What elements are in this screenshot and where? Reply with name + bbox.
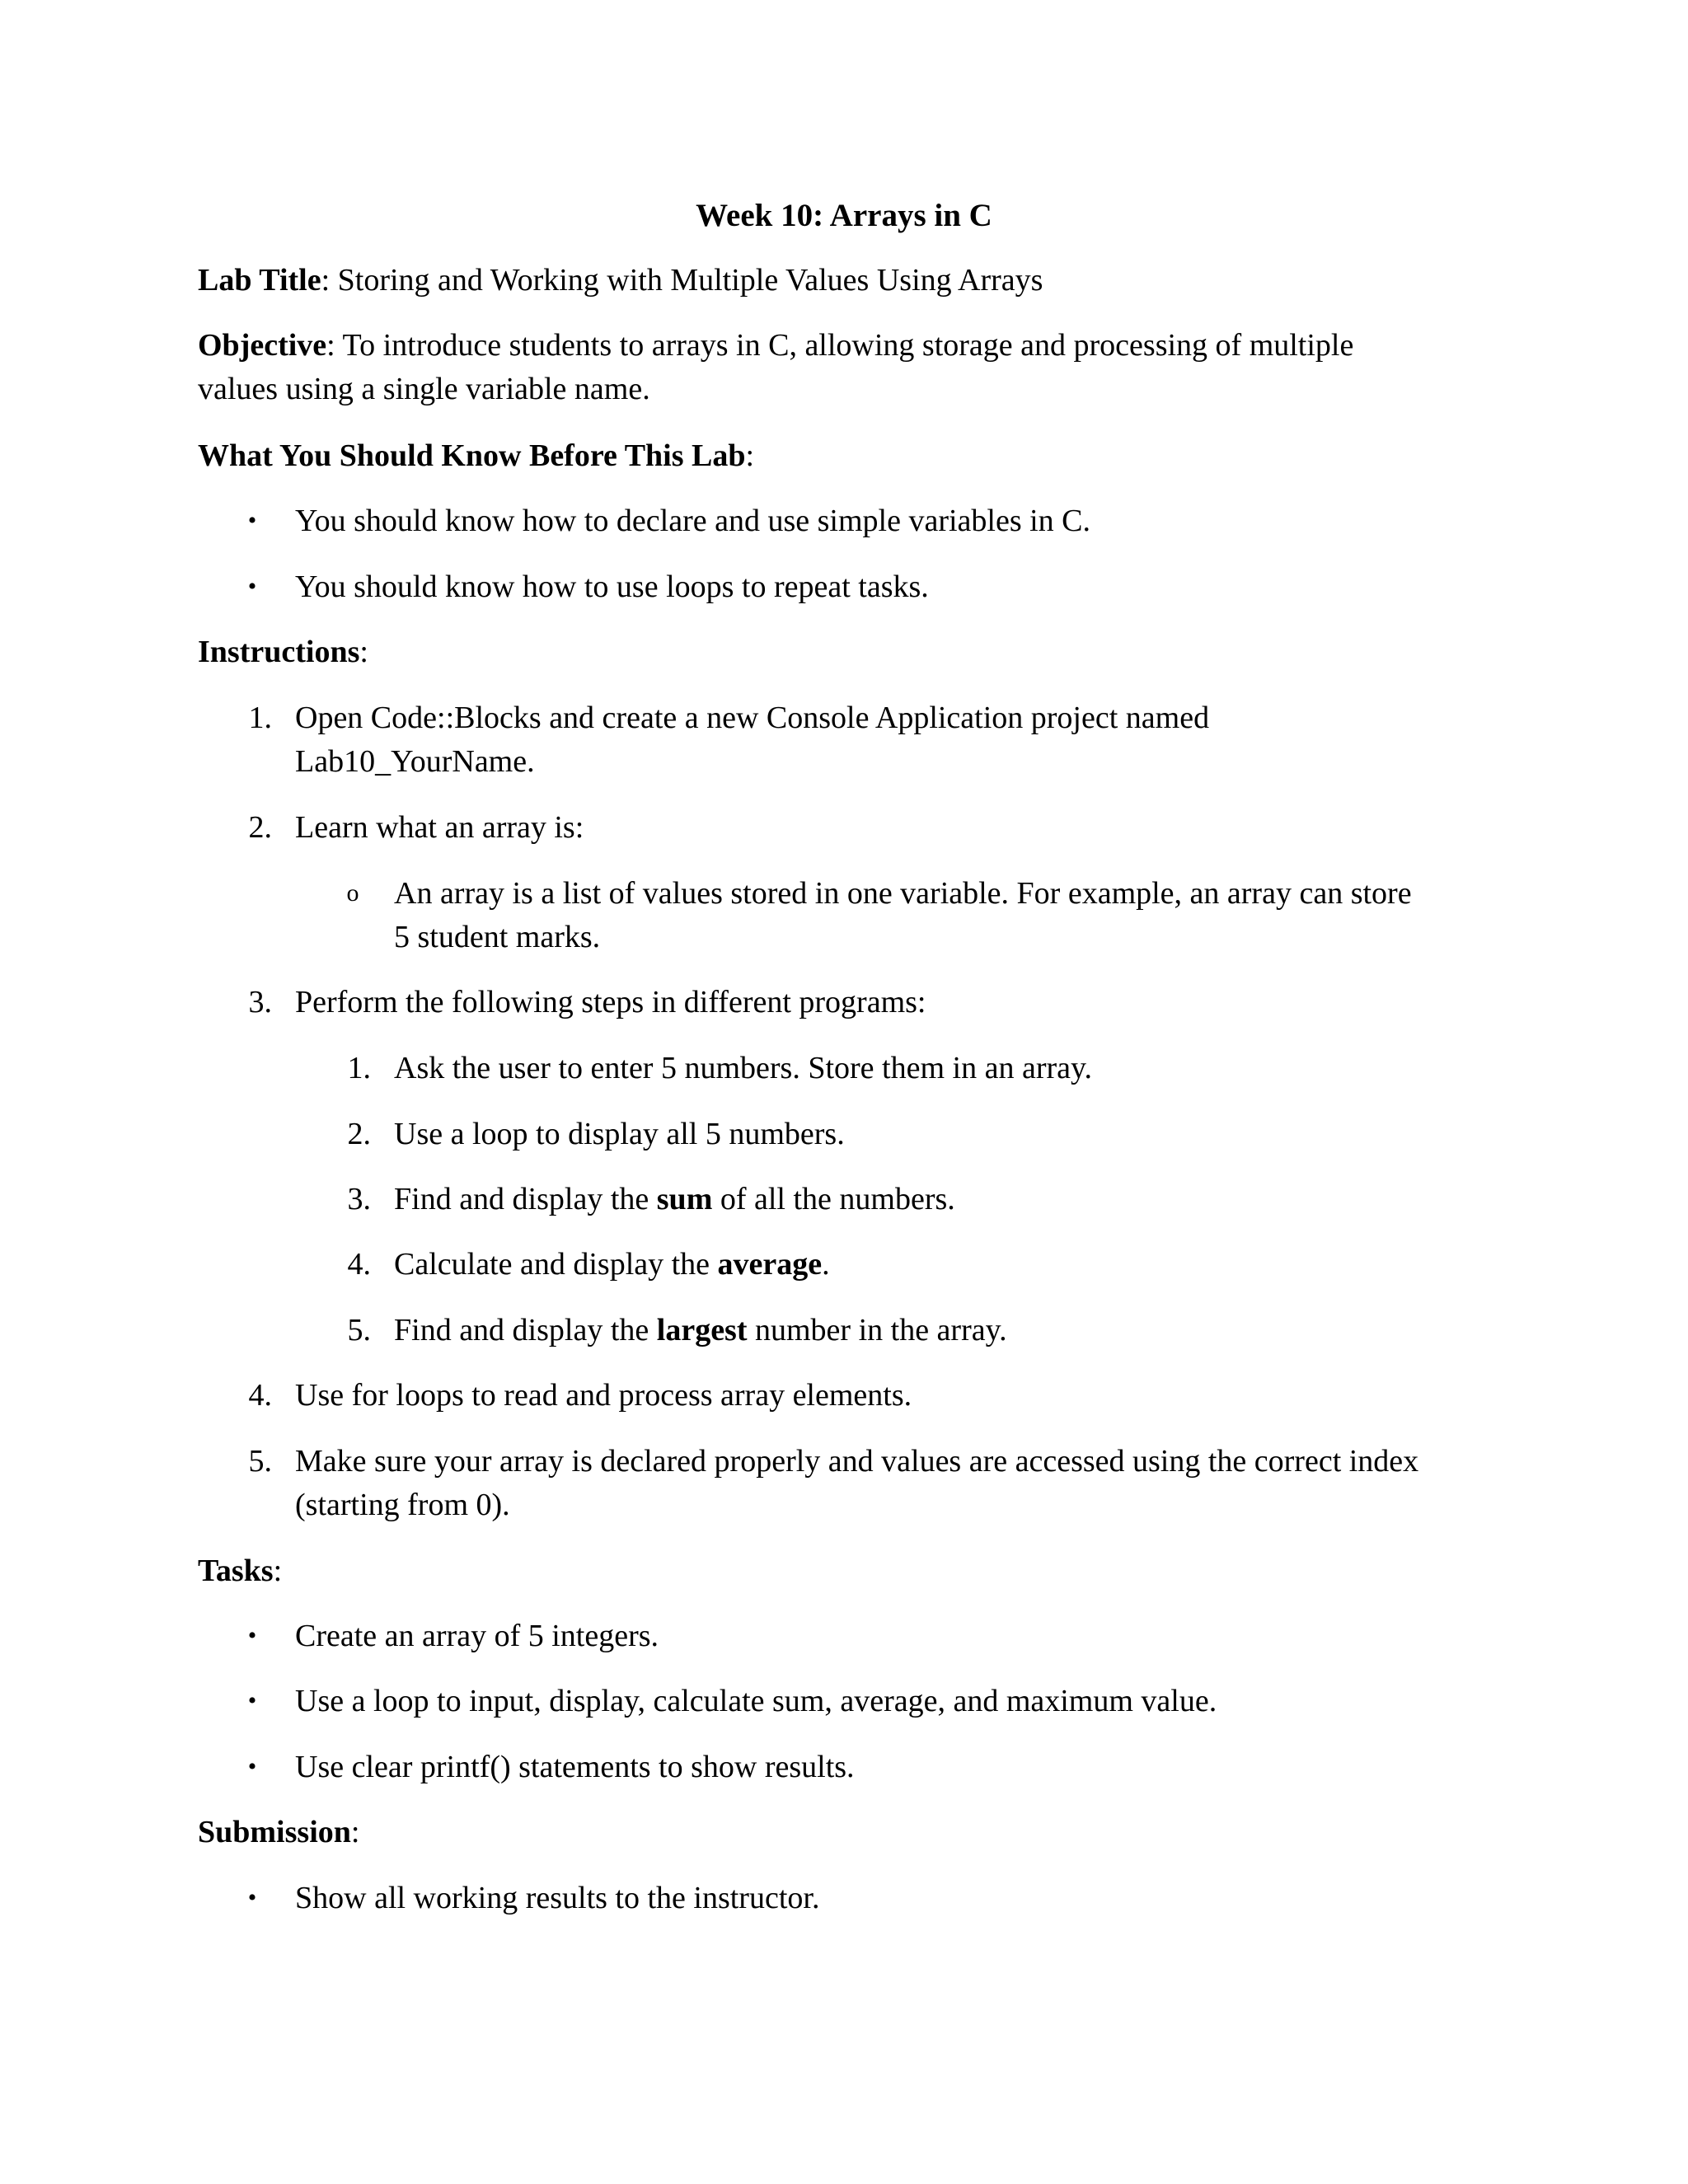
step-2-text: Learn what an array is: bbox=[295, 810, 584, 845]
task-item-3: Use clear printf() statements to show results. bbox=[295, 1750, 855, 1784]
substep-5-bold: largest bbox=[656, 1313, 748, 1347]
step-3-number: 3. bbox=[248, 985, 272, 1019]
instructions-heading bbox=[198, 630, 368, 673]
bullet-icon: • bbox=[247, 1753, 257, 1780]
bullet-icon: • bbox=[247, 507, 257, 534]
page-title: Week 10: Arrays in C bbox=[696, 198, 992, 233]
step-5-number: 5. bbox=[248, 1444, 272, 1479]
substep-2-pre: Use a loop to display all 5 numbers. bbox=[394, 1117, 845, 1151]
bullet-icon: • bbox=[247, 1687, 257, 1714]
objective-label: Objective bbox=[198, 328, 327, 363]
prereq-heading bbox=[198, 434, 754, 477]
step-2-number: 2. bbox=[248, 810, 272, 845]
lab-title-label: Lab Title bbox=[198, 263, 321, 298]
prereq-heading-text: What You Should Know Before This Lab bbox=[198, 438, 746, 473]
substep-1-text bbox=[394, 1047, 1092, 1090]
substep-5-post: number in the array. bbox=[747, 1313, 1007, 1347]
lab-title-value: Storing and Working with Multiple Values Using Arrays bbox=[330, 263, 1043, 298]
tasks-heading bbox=[198, 1549, 282, 1592]
tasks-heading-sep: : bbox=[273, 1554, 283, 1588]
substep-1-number: 1. bbox=[347, 1051, 371, 1085]
bullet-icon: • bbox=[247, 1884, 257, 1911]
submission-heading bbox=[198, 1811, 359, 1854]
objective-sep: : bbox=[326, 328, 335, 363]
step-4-number: 4. bbox=[248, 1378, 272, 1413]
instructions-heading-sep: : bbox=[359, 635, 368, 669]
substep-4-pre: Calculate and display the bbox=[394, 1247, 718, 1282]
substep-5-pre: Find and display the bbox=[394, 1313, 657, 1347]
prereq-item-1: You should know how to declare and use simple variables in C. bbox=[295, 504, 1091, 538]
tasks-heading-text: Tasks bbox=[198, 1554, 274, 1588]
task-item-1: Create an array of 5 integers. bbox=[295, 1619, 659, 1653]
instructions-heading-text: Instructions bbox=[198, 635, 360, 669]
step-1-number: 1. bbox=[248, 701, 272, 735]
step-2-sub-line-2: 5 student marks. bbox=[394, 920, 601, 954]
objective-text-1: To introduce students to arrays in C, allowing storage and processing of multiple bbox=[335, 328, 1354, 363]
prereq-heading-sep: : bbox=[745, 438, 755, 473]
objective-line-1 bbox=[198, 324, 1353, 367]
step-3-text: Perform the following steps in different programs: bbox=[295, 985, 926, 1019]
substep-3-bold: sum bbox=[656, 1182, 713, 1216]
lab-title-line bbox=[198, 259, 1043, 302]
prereq-item-2: You should know how to use loops to repeat tasks. bbox=[295, 569, 929, 604]
substep-2-text bbox=[394, 1113, 845, 1155]
substep-4-bold: average bbox=[717, 1247, 823, 1282]
step-1-line-1: Open Code::Blocks and create a new Console Application project named bbox=[295, 701, 1210, 735]
substep-3-pre: Find and display the bbox=[394, 1182, 657, 1216]
substep-3-post: of all the numbers. bbox=[712, 1182, 955, 1216]
step-5-line-1: Make sure your array is declared properly and values are accessed using the correct index bbox=[295, 1444, 1419, 1479]
substep-3-number: 3. bbox=[347, 1182, 371, 1216]
objective-line-2: values using a single variable name. bbox=[198, 372, 650, 406]
step-1-line-2: Lab10_YourName. bbox=[295, 744, 535, 779]
substep-4-text bbox=[394, 1243, 830, 1286]
circle-bullet-icon: o bbox=[346, 879, 359, 907]
substep-3-text bbox=[394, 1178, 955, 1221]
substep-5-text bbox=[394, 1309, 1007, 1352]
step-2-sub-line-1: An array is a list of values stored in one variable. For example, an array can store bbox=[394, 876, 1412, 911]
substep-5-number: 5. bbox=[347, 1313, 371, 1347]
step-5-line-2: (starting from 0). bbox=[295, 1488, 510, 1522]
task-item-2: Use a loop to input, display, calculate sum, average, and maximum value. bbox=[295, 1684, 1217, 1718]
step-4-text: Use for loops to read and process array elements. bbox=[295, 1378, 912, 1413]
substep-2-number: 2. bbox=[347, 1117, 371, 1151]
submission-heading-sep: : bbox=[350, 1815, 360, 1849]
submission-item-1: Show all working results to the instructor. bbox=[295, 1881, 820, 1915]
substep-4-number: 4. bbox=[347, 1247, 371, 1282]
bullet-icon: • bbox=[247, 1622, 257, 1649]
lab-title-sep: : bbox=[321, 263, 331, 298]
substep-1-pre: Ask the user to enter 5 numbers. Store them in an array. bbox=[394, 1051, 1093, 1085]
bullet-icon: • bbox=[247, 573, 257, 600]
substep-4-post: . bbox=[822, 1247, 830, 1282]
submission-heading-text: Submission bbox=[198, 1815, 351, 1849]
